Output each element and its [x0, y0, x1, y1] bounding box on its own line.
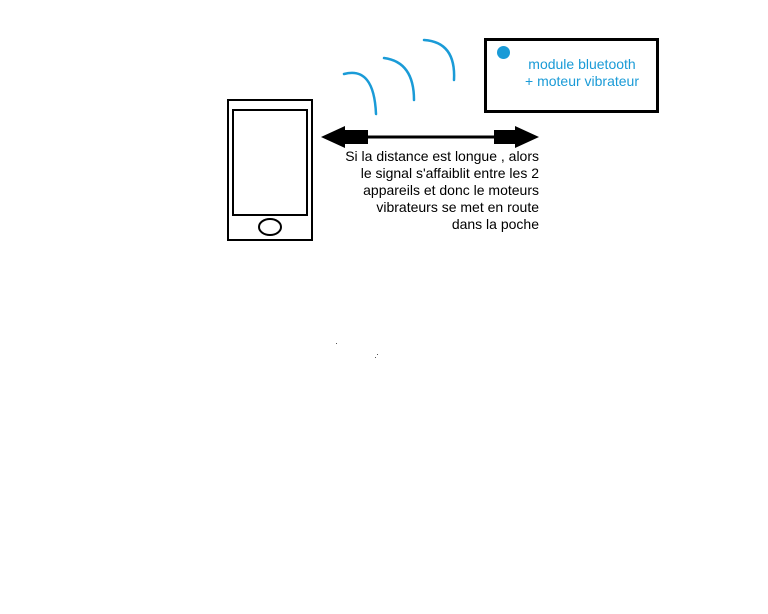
module-label [507, 56, 657, 90]
double-headed-arrow-icon [321, 126, 539, 148]
explanation-line: le signal s'affaiblit entre les 2 [360, 165, 539, 181]
explanation-line: Si la distance est longue , alors [345, 148, 539, 164]
module-label-line2: + moteur vibrateur [525, 73, 639, 89]
bluetooth-module-box [484, 38, 659, 113]
explanation-text [323, 148, 539, 233]
signal-waves-icon [344, 40, 454, 114]
smartphone-icon [228, 100, 312, 240]
stray-dots [336, 343, 378, 358]
module-label-line1: module bluetooth [528, 56, 636, 72]
explanation-line: vibrateurs se met en route [376, 199, 539, 215]
explanation-line: appareils et donc le moteurs [363, 182, 539, 198]
explanation-line: dans la poche [451, 216, 539, 232]
